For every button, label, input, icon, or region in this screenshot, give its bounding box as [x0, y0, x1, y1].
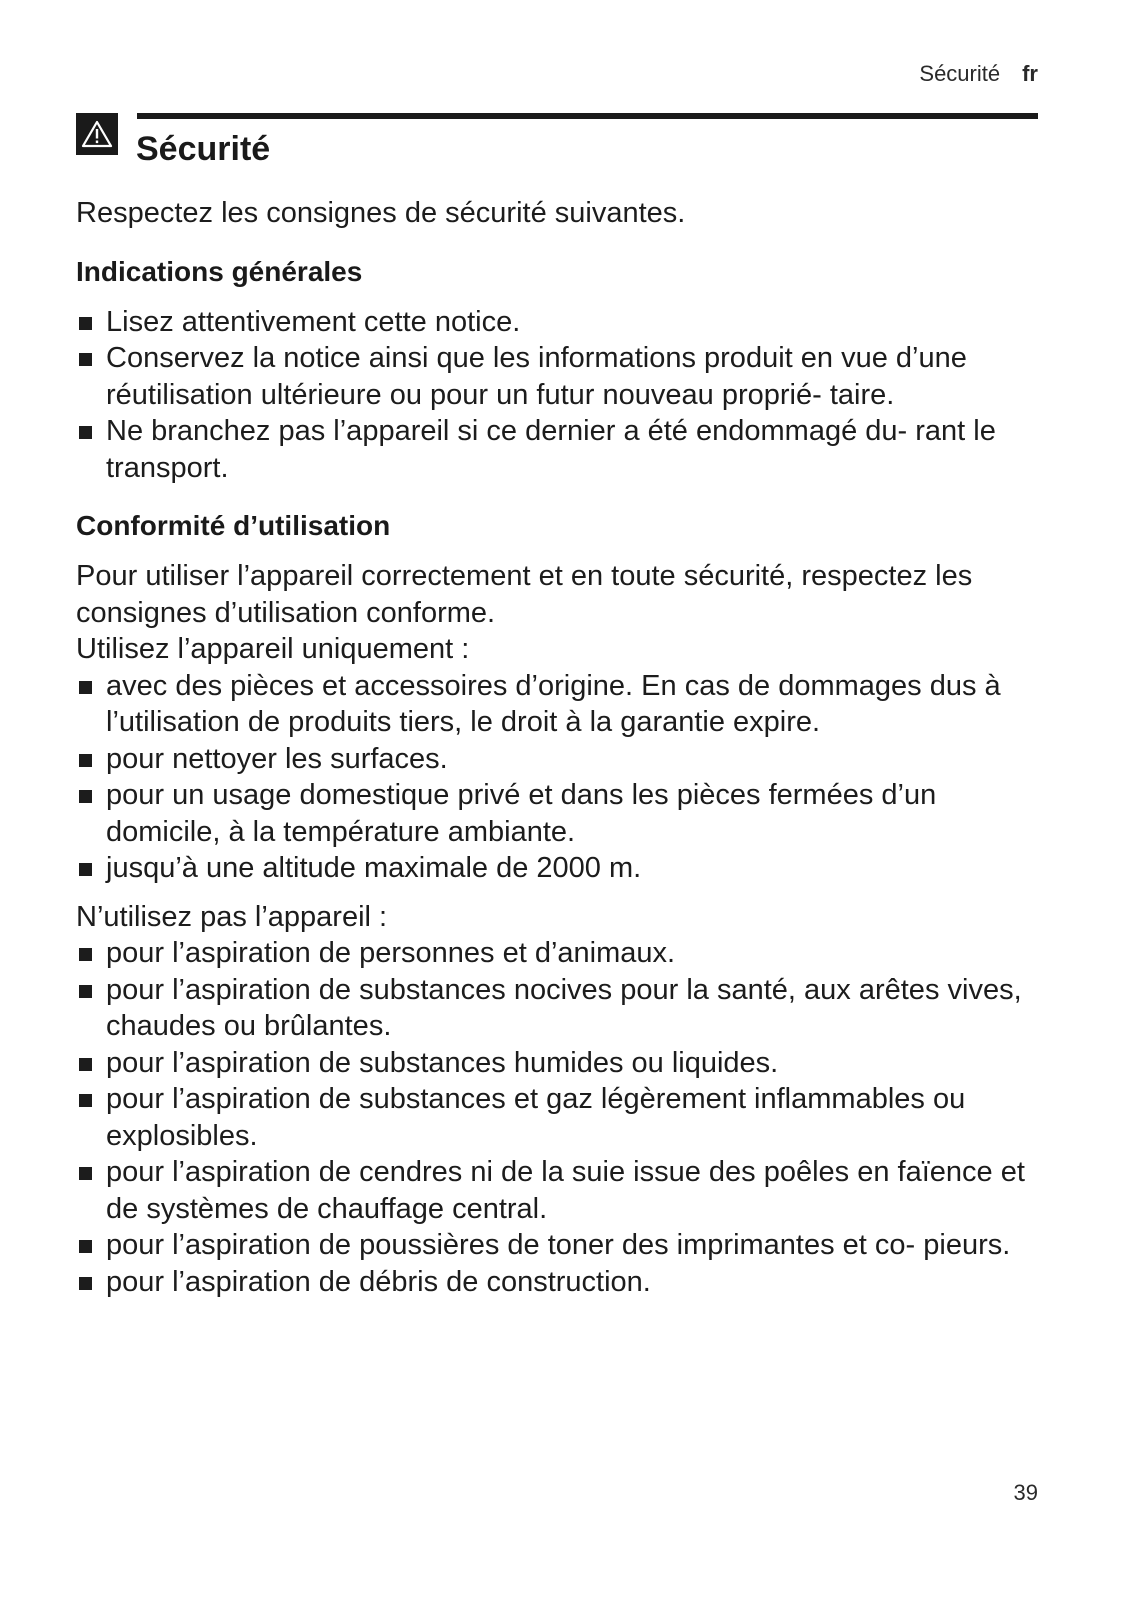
page-number: 39	[1013, 1480, 1038, 1505]
running-header	[919, 61, 1038, 87]
page-title: Sécurité	[136, 130, 271, 168]
use-intro: Utilisez l’appareil uniquement :	[76, 633, 470, 665]
warning-triangle-icon	[76, 113, 118, 155]
list-item: pour un usage domestique privé et dans les pièces fermées d’un domicile, à la température ambiante.	[76, 777, 1041, 850]
list-item: Ne branchez pas l’appareil si ce dernier a été endommagé du- rant le transport.	[76, 413, 1041, 486]
list-item: pour l’aspiration de poussières de toner des imprimantes et co- pieurs.	[76, 1227, 1041, 1264]
list-item: pour l’aspiration de cendres ni de la suie issue des poêles en faïence et de systèmes de chauffage central.	[76, 1154, 1041, 1227]
list-item: pour l’aspiration de substances humides ou liquides.	[76, 1045, 1041, 1082]
list-item: Lisez attentivement cette notice.	[76, 304, 1041, 341]
general-heading: Indications générales	[76, 255, 363, 287]
list-item: jusqu’à une altitude maximale de 2000 m.	[76, 850, 1041, 887]
section-rule	[137, 113, 1038, 119]
conformity-paragraph: Pour utiliser l’appareil correctement et en toute sécurité, respectez les consignes d’utilisation conforme.	[76, 560, 973, 629]
conformity-heading: Conformité d’utilisation	[76, 510, 391, 541]
running-header-lang: fr	[1022, 61, 1038, 86]
list-item: pour l’aspiration de débris de construction.	[76, 1264, 1041, 1301]
list-item: Conservez la notice ainsi que les informations produit en vue d’une réutilisation ultérieure ou pour un futur nouveau proprié- taire.	[76, 340, 1041, 413]
intro-text: Respectez les consignes de sécurité suivantes.	[76, 197, 686, 229]
list-item: pour l’aspiration de substances et gaz légèrement inflammables ou explosibles.	[76, 1081, 1041, 1154]
dont-intro: N’utilisez pas l’appareil :	[76, 900, 388, 933]
use-list	[76, 668, 1041, 887]
list-item: pour nettoyer les surfaces.	[76, 741, 1041, 778]
dont-list	[76, 935, 1041, 1300]
list-item: pour l’aspiration de substances nocives pour la santé, aux arêtes vives, chaudes ou brûlantes.	[76, 972, 1041, 1045]
general-list	[76, 304, 1041, 487]
list-item: avec des pièces et accessoires d’origine. En cas de dommages dus à l’utilisation de produits tiers, le droit à la garantie expire.	[76, 668, 1041, 741]
running-header-section: Sécurité	[919, 61, 1001, 86]
main-content	[76, 195, 1041, 1300]
list-item: pour l’aspiration de personnes et d’animaux.	[76, 935, 1041, 972]
